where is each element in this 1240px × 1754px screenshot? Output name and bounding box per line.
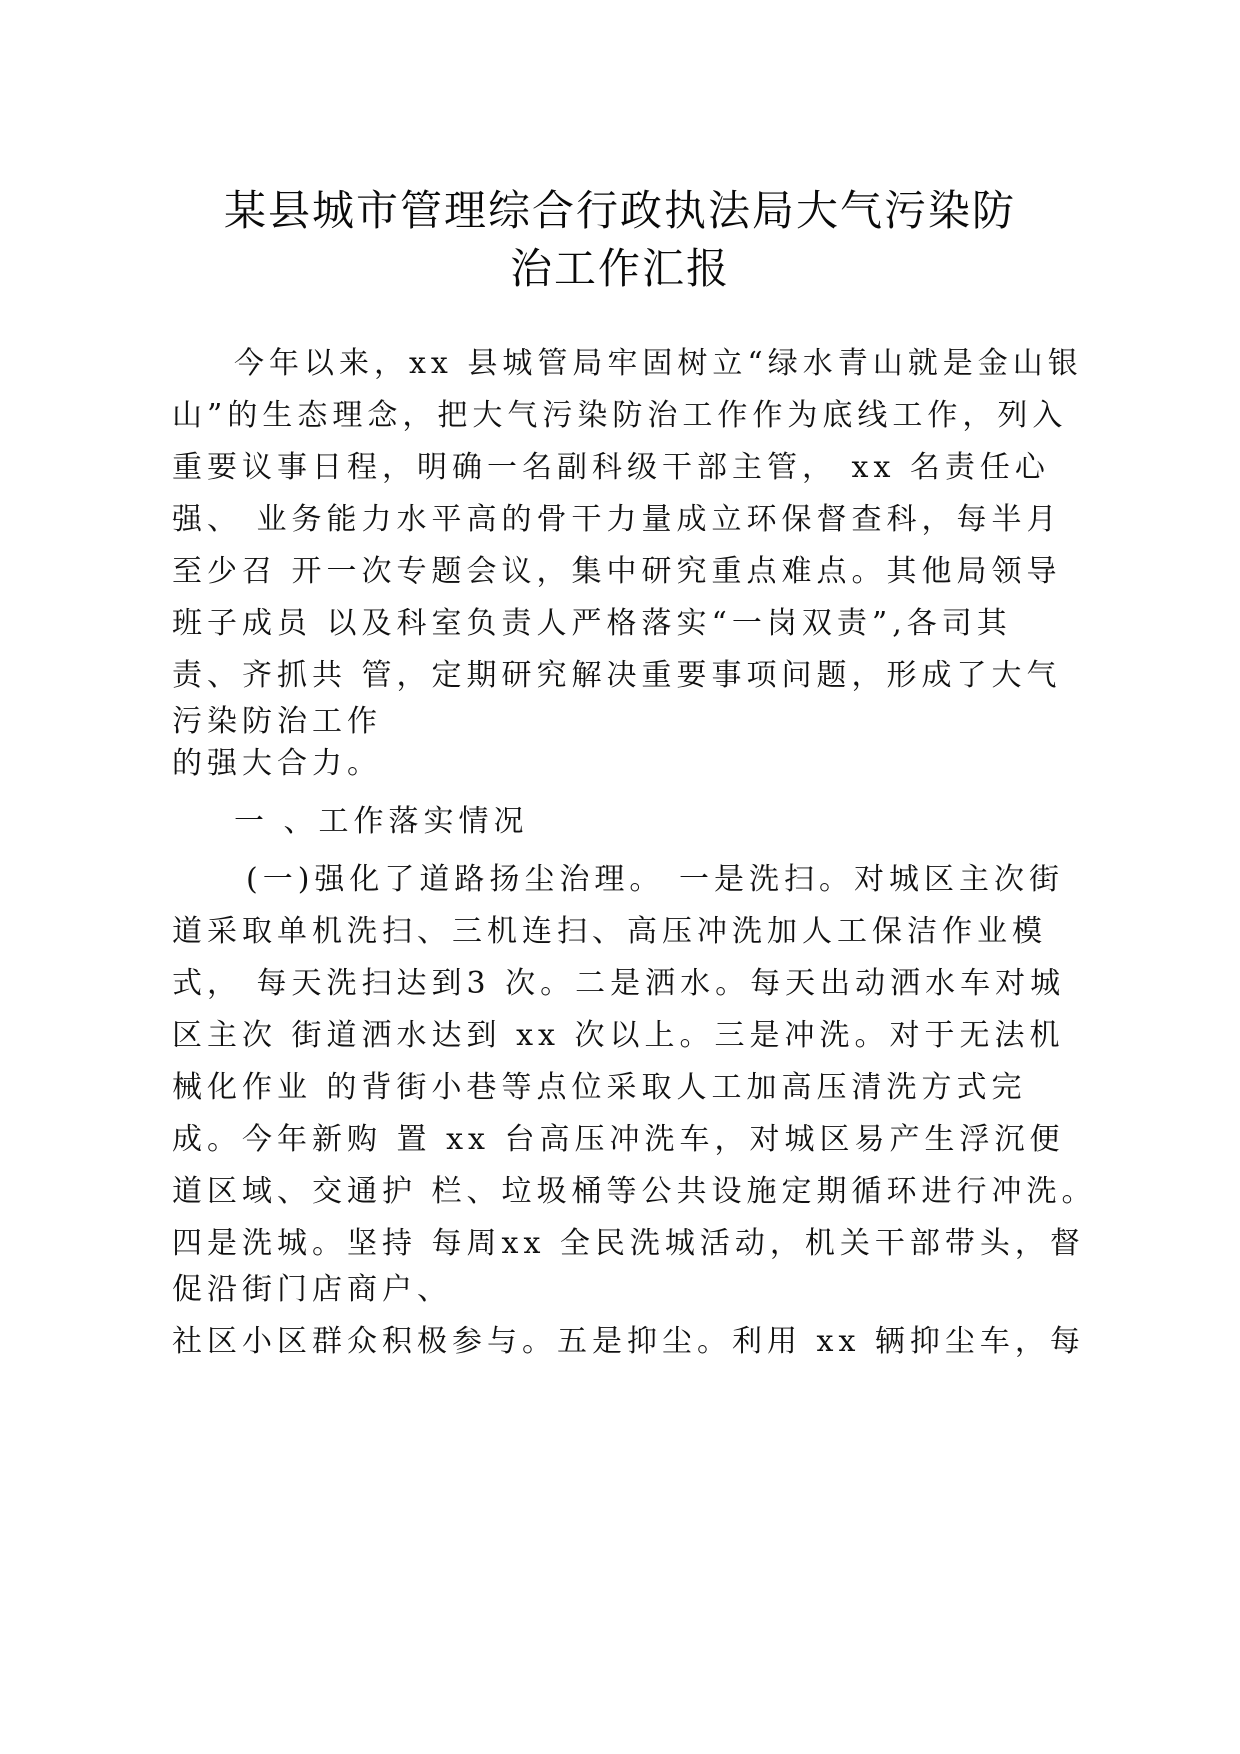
paragraph-line: 道区域、交通护 栏、垃圾桶等公共设施定期循环进行冲洗。 <box>172 1174 1097 1209</box>
paragraph-line: 今年以来，xx 县城管局牢固树立“绿水青山就是金山银 <box>234 346 1083 381</box>
paragraph-line: 四是洗城。坚持 每周xx 全民洗城活动，机关干部带头，督 <box>172 1226 1085 1261</box>
paragraph-line: 械化作业 的背街小巷等点位采取人工加高压清洗方式完 <box>172 1070 1027 1105</box>
document-title-line-2: 治工作汇报 <box>509 244 730 293</box>
paragraph-line: 污染防治工作 <box>172 704 382 739</box>
paragraph-line: 至少召 开一次专题会议，集中研究重点难点。其他局领导 <box>172 554 1062 589</box>
document-title-line-1: 某县城市管理综合行政执法局大气污染防 <box>223 186 1016 235</box>
paragraph-line: 的强大合力。 <box>172 746 382 781</box>
paragraph-line: 道采取单机洗扫、三机连扫、高压冲洗加人工保洁作业模 <box>172 914 1047 949</box>
paragraph-line: 式， 每天洗扫达到3 次。二是洒水。每天出动洒水车对城 <box>172 966 1066 1001</box>
paragraph-line: 成。今年新购 置 xx 台高压冲洗车，对城区易产生浮沉便 <box>172 1122 1065 1157</box>
paragraph-line: 区主次 街道洒水达到 xx 次以上。三是冲洗。对于无法机 <box>172 1018 1065 1053</box>
paragraph-line: 重要议事日程，明确一名副科级干部主管， xx 名责任心 <box>172 450 1050 485</box>
paragraph-line: 山”的生态理念，把大气污染防治工作作为底线工作，列入 <box>172 398 1068 433</box>
paragraph-line: (一)强化了道路扬尘治理。 一是洗扫。对城区主次街 <box>246 862 1064 897</box>
paragraph-line: 责、齐抓共 管，定期研究解决重要事项问题，形成了大气 <box>172 658 1062 693</box>
paragraph-line: 强、 业务能力水平高的骨干力量成立环保督查科，每半月 <box>172 502 1062 537</box>
paragraph-line: 班子成员 以及科室负责人严格落实“一岗双责”,各司其 <box>172 606 1012 641</box>
paragraph-line: 促沿街门店商户、 <box>172 1272 452 1307</box>
section-heading: 一 、工作落实情况 <box>234 804 529 839</box>
paragraph-line: 社区小区群众积极参与。五是抑尘。利用 xx 辆抑尘车，每 <box>172 1324 1085 1359</box>
